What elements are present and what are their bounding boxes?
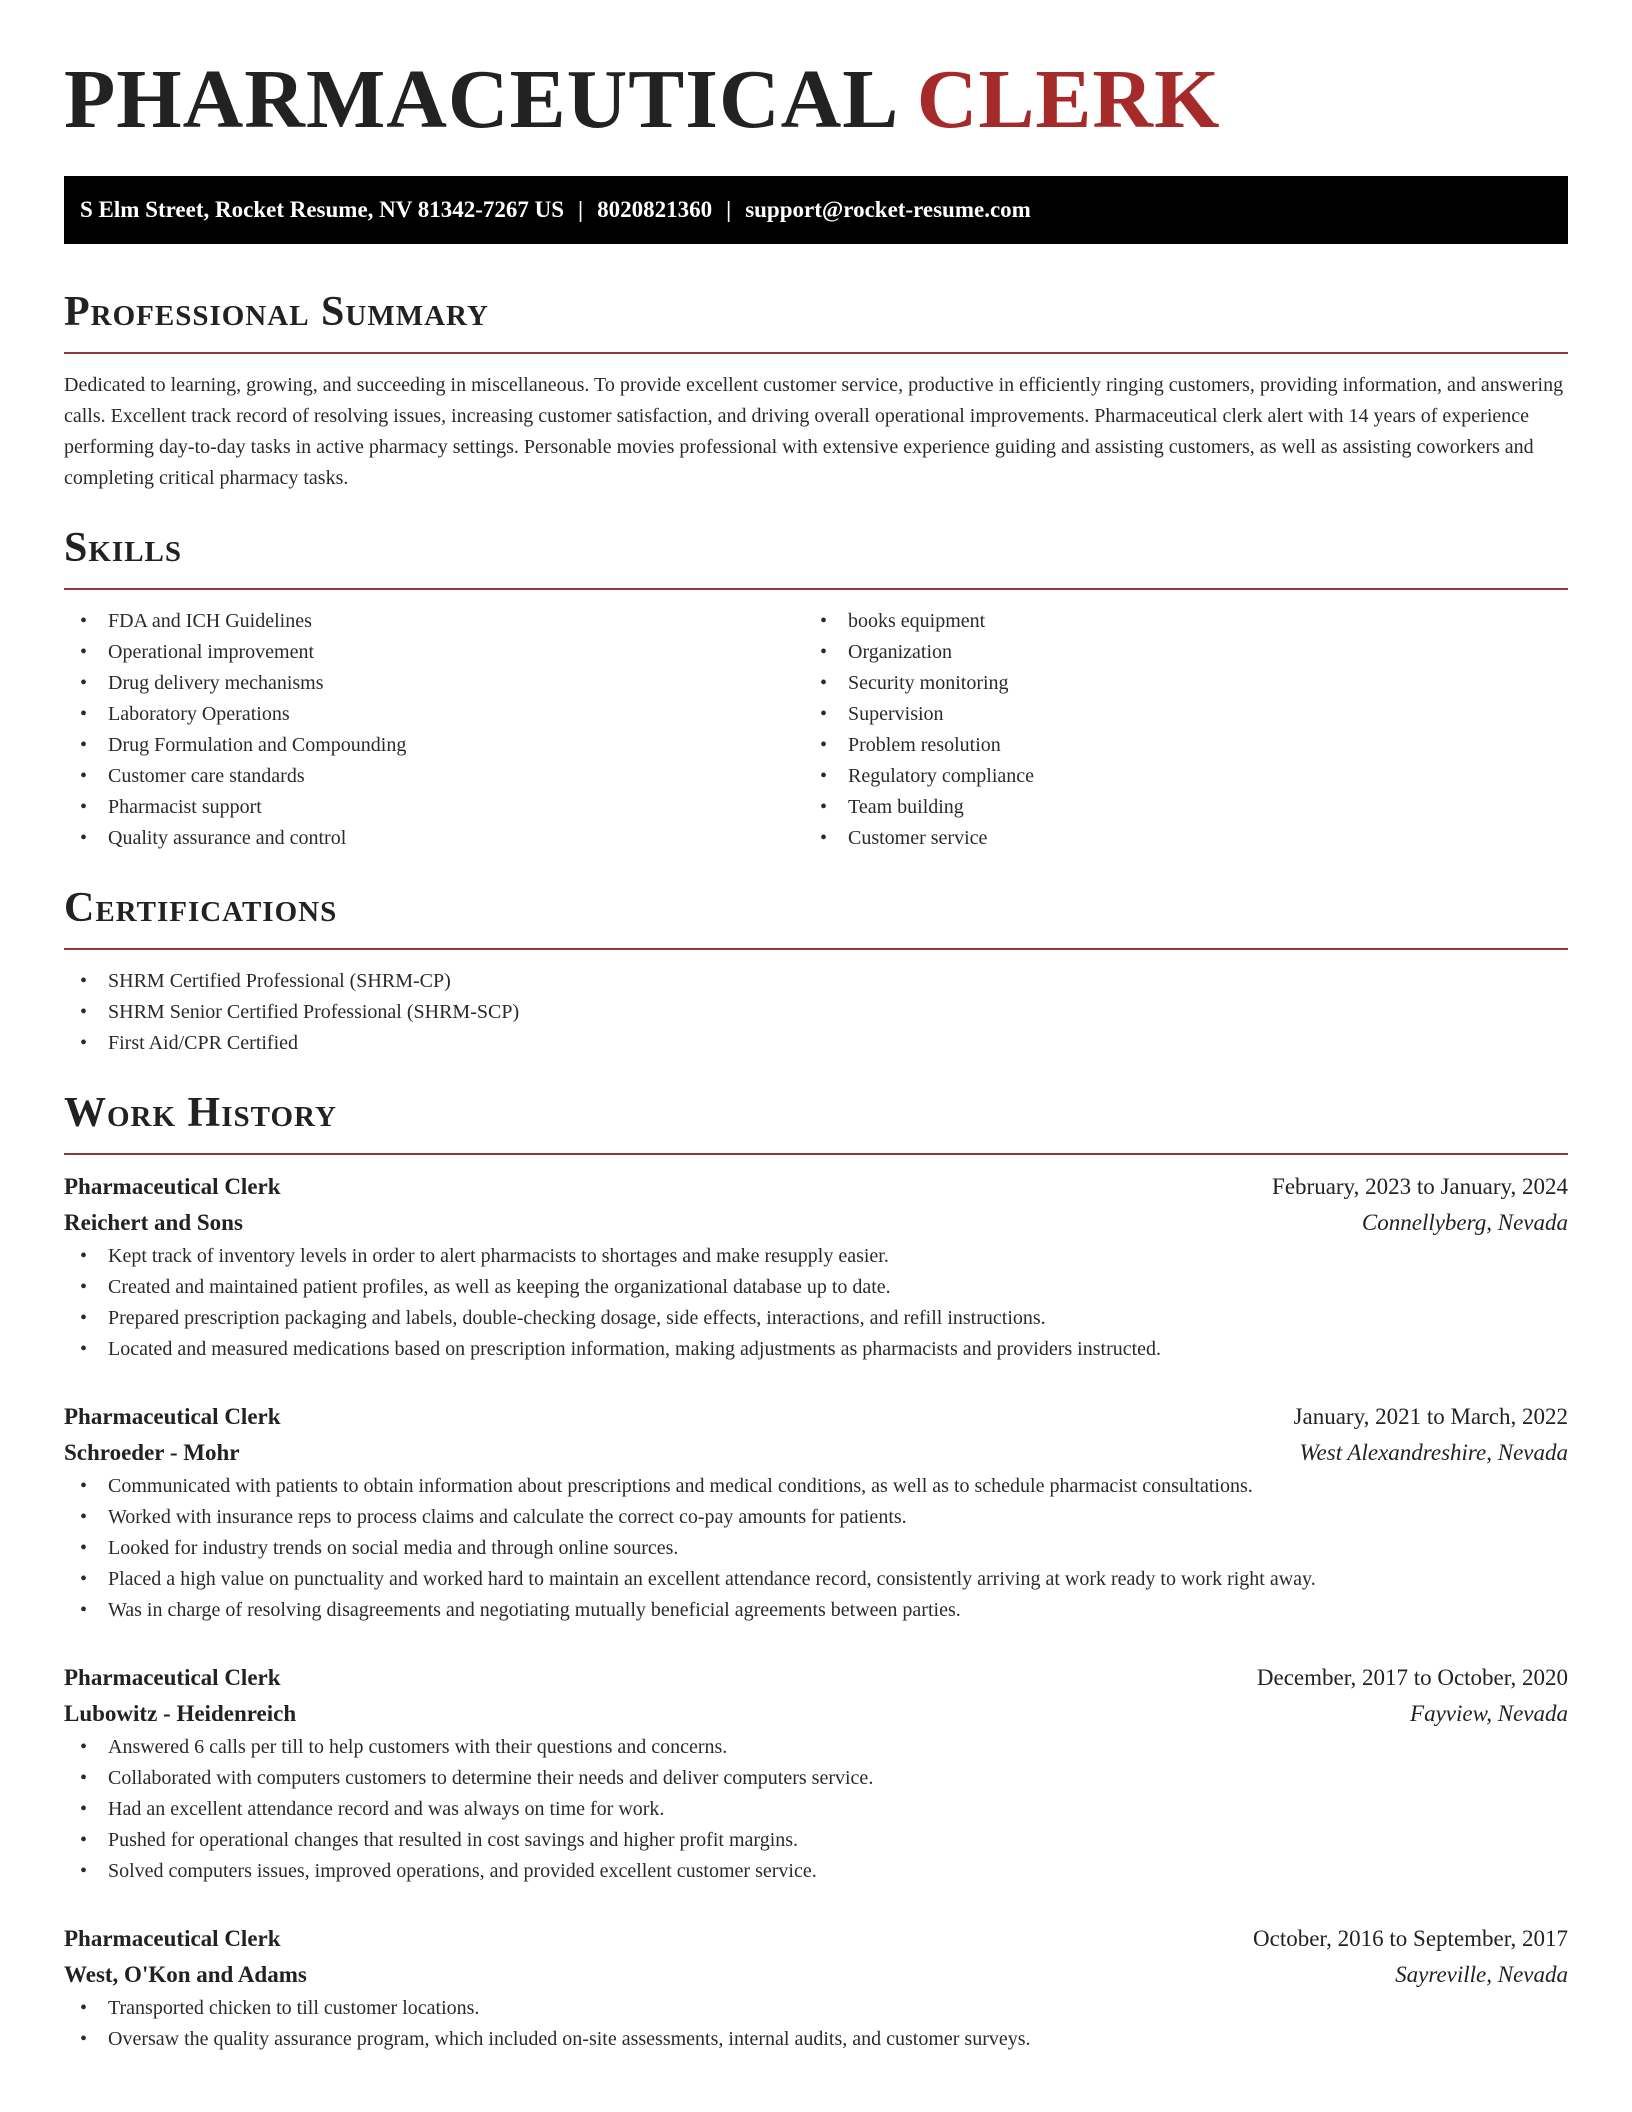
job-duty: • Created and maintained patient profiles, as well as keeping the organizational database up to date. <box>64 1272 1568 1303</box>
summary-heading: Professional Summary <box>64 289 489 335</box>
skill-item: • Security monitoring <box>804 668 1544 699</box>
skill-item: • Drug delivery mechanisms <box>64 668 804 699</box>
skill-item: • Operational improvement <box>64 637 804 668</box>
certifications-heading: Certifications <box>64 885 338 931</box>
job-duties <box>64 1241 1568 1365</box>
skill-item: • Customer service <box>804 823 1544 854</box>
job-title: Pharmaceutical Clerk <box>64 1404 281 1429</box>
job-dates: October, 2016 to September, 2017 <box>1253 1926 1568 1951</box>
job-location: Sayreville, Nevada <box>1395 1962 1568 1987</box>
job-location: Connellyberg, Nevada <box>1361 1210 1568 1235</box>
job-duty: • Worked with insurance reps to process claims and calculate the correct co-pay amounts for patients. <box>64 1502 1568 1533</box>
skills-heading: Skills <box>64 525 183 571</box>
contact-phone[interactable]: 8020821360 <box>597 197 713 222</box>
job-duties <box>64 1471 1568 1626</box>
job-duty: • Located and measured medications based on prescription information, making adjustments as pharmacists and providers instructed. <box>64 1334 1568 1365</box>
job-company-row <box>64 1957 1568 1993</box>
skill-item: • Laboratory Operations <box>64 699 804 730</box>
job-dates: December, 2017 to October, 2020 <box>1256 1665 1568 1690</box>
contact-email[interactable]: support@rocket-resume.com <box>745 197 1031 222</box>
work-history-heading: Work History <box>64 1090 337 1136</box>
job-duty: • Pushed for operational changes that resulted in cost savings and higher profit margins. <box>64 1825 1568 1856</box>
skill-item: • Supervision <box>804 699 1544 730</box>
skill-item: • Team building <box>804 792 1544 823</box>
skill-item: • Quality assurance and control <box>64 823 804 854</box>
contact-address: S Elm Street, Rocket Resume, NV 81342-7267 US <box>80 197 565 222</box>
job-header-row <box>64 1169 1568 1205</box>
section-divider <box>64 1153 1568 1155</box>
job-duty: • Communicated with patients to obtain information about prescriptions and medical conditions, as well as to schedule pharmacist consultations. <box>64 1471 1568 1502</box>
skill-item: • Problem resolution <box>804 730 1544 761</box>
job-duty: • Oversaw the quality assurance program, which included on-site assessments, internal audits, and customer surveys. <box>64 2024 1568 2055</box>
title-main: PHARMACEUTICAL <box>64 53 895 146</box>
job-duty: • Solved computers issues, improved operations, and provided excellent customer service. <box>64 1856 1568 1887</box>
skill-item: • Drug Formulation and Compounding <box>64 730 804 761</box>
job-duty: • Looked for industry trends on social media and through online sources. <box>64 1533 1568 1564</box>
job-duty: • Collaborated with computers customers to determine their needs and deliver computers service. <box>64 1763 1568 1794</box>
contact-bar <box>64 176 1568 244</box>
job-duty: • Prepared prescription packaging and labels, double-checking dosage, side effects, interactions, and refill instructions. <box>64 1303 1568 1334</box>
job-company: West, O'Kon and Adams <box>64 1962 307 1987</box>
skill-item: • Regulatory compliance <box>804 761 1544 792</box>
job-entry <box>64 1921 1568 2055</box>
job-entry <box>64 1660 1568 1887</box>
skills-section <box>64 522 1568 854</box>
job-duty: • Answered 6 calls per till to help customers with their questions and concerns. <box>64 1732 1568 1763</box>
skills-grid <box>64 606 1568 854</box>
job-company: Lubowitz - Heidenreich <box>64 1701 297 1726</box>
skill-item: • Pharmacist support <box>64 792 804 823</box>
section-divider <box>64 352 1568 354</box>
job-title: Pharmaceutical Clerk <box>64 1665 281 1690</box>
job-duty: • Had an excellent attendance record and was always on time for work. <box>64 1794 1568 1825</box>
job-dates: February, 2023 to January, 2024 <box>1272 1174 1568 1199</box>
certification-item: • SHRM Certified Professional (SHRM-CP) <box>64 966 1568 997</box>
contact-separator: | <box>578 197 584 222</box>
job-dates: January, 2021 to March, 2022 <box>1293 1404 1568 1429</box>
summary-section <box>64 286 1568 494</box>
job-header-row <box>64 1921 1568 1957</box>
skills-column-right <box>804 606 1544 854</box>
job-duty: • Transported chicken to till customer locations. <box>64 1993 1568 2024</box>
job-company: Reichert and Sons <box>64 1210 243 1235</box>
job-duty: • Placed a high value on punctuality and worked hard to maintain an excellent attendance record, consistently arriving at work ready to work right away. <box>64 1564 1568 1595</box>
certifications-section <box>64 882 1568 1059</box>
job-header-row <box>64 1660 1568 1696</box>
certification-item: • First Aid/CPR Certified <box>64 1028 1568 1059</box>
job-duty: • Kept track of inventory levels in order to alert pharmacists to shortages and make resupply easier. <box>64 1241 1568 1272</box>
job-title: Pharmaceutical Clerk <box>64 1926 281 1951</box>
job-entry <box>64 1399 1568 1626</box>
job-company-row <box>64 1696 1568 1732</box>
contact-separator: | <box>726 197 732 222</box>
skill-item: • Organization <box>804 637 1544 668</box>
certification-item: • SHRM Senior Certified Professional (SHRM-SCP) <box>64 997 1568 1028</box>
skill-item: • books equipment <box>804 606 1544 637</box>
job-title: Pharmaceutical Clerk <box>64 1174 281 1199</box>
title-accent: CLERK <box>916 53 1221 146</box>
job-entry <box>64 1169 1568 1365</box>
resume-page <box>64 0 1568 2055</box>
summary-text: Dedicated to learning, growing, and succeeding in miscellaneous. To provide excellent customer service, productive in efficiently ringing customers, providing information, and answering calls. Excellent track record of resolving issues, increasing customer satisfaction, and driving overall operational improvements. Pharmaceutical clerk alert with 14 years of experience performing day-to-day tasks in active pharmacy settings. Personable movies professional with extensive experience guiding and assisting customers, as well as assisting coworkers and completing critical pharmacy tasks. <box>64 374 1564 489</box>
job-company-row <box>64 1205 1568 1241</box>
skills-column-left <box>64 606 804 854</box>
work-history-section <box>64 1087 1568 2055</box>
resume-title <box>64 0 1568 146</box>
job-duties <box>64 1732 1568 1887</box>
job-company: Schroeder - Mohr <box>64 1440 240 1465</box>
job-location: Fayview, Nevada <box>1410 1701 1568 1726</box>
job-duty: • Was in charge of resolving disagreements and negotiating mutually beneficial agreements between parties. <box>64 1595 1568 1626</box>
section-divider <box>64 588 1568 590</box>
job-location: West Alexandreshire, Nevada <box>1299 1440 1568 1465</box>
skill-item: • FDA and ICH Guidelines <box>64 606 804 637</box>
skill-item: • Customer care standards <box>64 761 804 792</box>
job-header-row <box>64 1399 1568 1435</box>
section-divider <box>64 948 1568 950</box>
job-duties <box>64 1993 1568 2055</box>
job-company-row <box>64 1435 1568 1471</box>
